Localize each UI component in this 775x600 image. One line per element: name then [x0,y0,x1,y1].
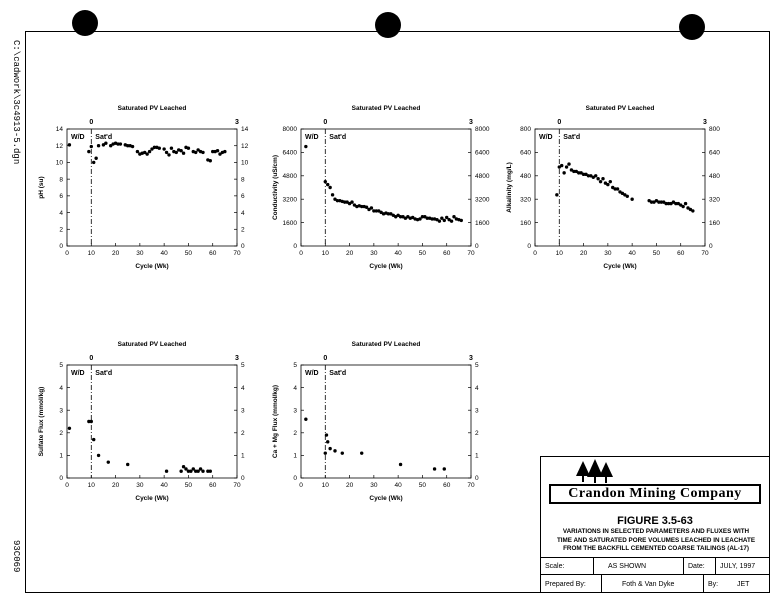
x-tick-label: 0 [533,250,537,257]
scale-date-row [541,557,769,574]
title-block [540,456,770,593]
y-tick-label: 2 [59,226,63,234]
y-tick-label-right: 4 [241,209,245,217]
file-path-label: C:\cadwork\3c4913-5.dgn [11,40,21,165]
data-point [325,433,328,436]
y-axis-label: Sulfate Flux (mmol/kg) [38,386,45,457]
x-tick-label: 20 [579,250,588,257]
y-tick-label-right: 12 [241,142,249,150]
x-tick-label: 40 [160,482,168,489]
data-point [567,162,570,165]
top-tick-label: 3 [469,119,473,126]
data-point [460,219,463,222]
x-tick-label: 60 [443,250,451,257]
x-axis-label: Cycle (Wk) [135,495,169,502]
x-axis-label: Cycle (Wk) [369,495,403,502]
y-tick-label-right: 3 [475,407,479,415]
x-tick-label: 0 [299,482,303,489]
x-tick-label: 20 [111,482,120,489]
y-tick-label-right: 8 [241,176,245,184]
top-tick-label: 0 [323,119,328,126]
data-point [179,470,182,473]
region-label-satd: Sat'd [563,134,581,141]
y-tick-label: 4 [293,384,297,392]
y-tick-label: 14 [55,126,63,134]
x-tick-label: 50 [184,482,193,489]
y-tick-label: 8 [59,176,63,184]
y-tick-label: 160 [520,219,531,227]
y-tick-label-right: 4 [241,384,245,392]
caption-line: VARIATIONS IN SELECTED PARAMETERS AND FLUXES WITH [562,528,750,535]
data-point [119,142,122,145]
x-tick-label: 30 [136,250,144,257]
y-tick-label: 2 [59,430,63,437]
y-tick-label: 4800 [282,173,297,180]
date-value: JULY, 1997 [715,558,769,574]
chart-title: Saturated PV Leached [585,105,655,112]
data-point [201,151,204,154]
top-tick-label: 3 [469,355,473,362]
data-point [68,143,71,146]
y-tick-label-right: 0 [475,475,479,483]
by-value: JET [737,580,750,588]
data-point [158,147,161,150]
y-tick-label-right: 8000 [475,126,490,134]
region-label-satd: Sat'd [95,134,113,141]
data-point [68,427,71,430]
x-tick-label: 20 [111,250,120,257]
plot-frame [301,129,471,246]
data-point [326,440,329,443]
y-tick-label: 640 [520,149,531,157]
y-tick-label-right: 5 [241,362,245,370]
x-tick-label: 60 [677,250,685,257]
data-point [94,157,97,160]
x-tick-label: 40 [394,482,402,489]
top-tick-label: 3 [235,119,239,126]
y-tick-label-right: 320 [709,196,720,204]
x-tick-label: 30 [136,482,144,489]
y-axis-label: Alkalinity (mg/L) [506,162,513,213]
data-point [399,463,402,466]
data-point [148,150,151,153]
data-point [599,180,602,183]
x-axis-label: Cycle (Wk) [603,263,637,270]
data-point [433,467,436,470]
data-point [187,147,190,150]
y-tick-label: 0 [293,475,297,483]
y-tick-label: 800 [520,126,531,134]
chart-title: Saturated PV Leached [351,105,421,112]
y-tick-label-right: 10 [241,159,249,167]
y-tick-label-right: 0 [475,243,479,251]
data-point [630,198,633,201]
y-tick-label-right: 800 [709,126,720,134]
tree-logo [574,459,614,485]
y-tick-label-right: 2 [241,430,245,437]
drawing-code-label: 93C069 [11,540,21,573]
data-point [606,183,609,186]
data-point [90,145,93,148]
y-tick-label-right: 2 [241,226,245,234]
y-tick-label: 1 [293,452,297,460]
y-tick-label-right: 6400 [475,149,490,157]
data-point [328,186,331,189]
data-point [131,145,134,148]
data-point [326,183,329,186]
data-point [684,202,687,205]
x-tick-label: 30 [604,250,612,257]
top-tick-label: 0 [557,119,562,126]
y-tick-label-right: 640 [709,149,720,157]
x-tick-label: 10 [321,482,329,489]
data-point [609,180,612,183]
data-point [170,147,173,150]
region-label-wd: W/D [71,134,85,141]
x-tick-label: 70 [467,250,475,257]
x-tick-label: 20 [345,250,354,257]
data-point [92,161,95,164]
plot-frame [301,365,471,478]
data-point [596,177,599,180]
y-tick-label-right: 2 [475,430,479,437]
x-tick-label: 0 [65,250,69,257]
y-tick-label: 3 [59,407,63,415]
x-tick-label: 10 [87,482,95,489]
region-label-wd: W/D [305,370,319,377]
data-point [450,219,453,222]
y-tick-label-right: 6 [241,193,245,201]
top-tick-label: 3 [235,355,239,362]
x-tick-label: 50 [184,250,193,257]
y-tick-label: 5 [59,362,63,370]
y-axis-label: Ca + Mg Flux (mmol/kg) [272,384,279,459]
company-name: Crandon Mining Company [549,484,761,504]
x-tick-label: 0 [299,250,303,257]
region-label-wd: W/D [539,134,553,141]
date-label: Date: [683,558,715,574]
y-tick-label-right: 3200 [475,196,490,204]
x-tick-label: 60 [443,482,451,489]
x-tick-label: 30 [370,250,378,257]
scale-value: AS SHOWN [593,558,683,574]
data-point [136,150,139,153]
chart-title: Saturated PV Leached [117,341,187,348]
data-point [182,152,185,155]
y-tick-label: 4 [59,209,63,217]
data-point [565,165,568,168]
data-point [594,174,597,177]
y-tick-label-right: 1 [475,452,479,460]
y-tick-label: 2 [293,430,297,437]
x-tick-label: 10 [321,250,329,257]
figure-caption [545,528,767,554]
chart-title: Saturated PV Leached [117,105,187,112]
data-point [216,149,219,152]
y-tick-label: 12 [55,142,63,150]
data-point [324,180,327,183]
y-tick-label: 0 [59,475,63,483]
y-tick-label: 4 [59,384,63,392]
data-point [90,420,93,423]
data-point [209,470,212,473]
x-tick-label: 60 [209,482,217,489]
data-point [626,195,629,198]
data-point [126,463,129,466]
data-point [104,142,107,145]
y-tick-label: 1600 [282,219,297,227]
x-axis-label: Cycle (Wk) [135,263,169,270]
y-tick-label-right: 0 [709,243,713,251]
top-tick-label: 0 [323,355,328,362]
y-tick-label: 1 [59,452,63,460]
x-tick-label: 50 [418,482,427,489]
region-label-satd: Sat'd [95,370,113,377]
y-tick-label: 480 [520,173,531,180]
data-point [179,149,182,152]
data-point [331,193,334,196]
x-tick-label: 50 [652,250,661,257]
y-tick-label: 6 [59,193,63,201]
y-tick-label-right: 3 [241,407,245,415]
data-point [324,451,327,454]
tree-logo-graphic [574,459,614,485]
prepared-label: Prepared By: [545,580,586,588]
region-label-satd: Sat'd [329,370,347,377]
top-tick-label: 3 [703,119,707,126]
y-tick-label: 10 [55,159,63,167]
data-point [443,219,446,222]
data-point [201,470,204,473]
data-point [194,151,197,154]
y-tick-label: 6400 [282,149,297,157]
y-tick-label: 0 [293,243,297,251]
data-point [691,209,694,212]
data-point [175,151,178,154]
data-point [350,200,353,203]
data-point [304,418,307,421]
data-point [304,145,307,148]
x-tick-label: 70 [701,250,709,257]
region-label-wd: W/D [305,134,319,141]
x-tick-label: 30 [370,482,378,489]
data-point [165,470,168,473]
data-point [601,177,604,180]
y-tick-label-right: 5 [475,362,479,370]
scale-label: Scale: [545,562,565,570]
y-tick-label-right: 4800 [475,173,490,180]
x-tick-label: 40 [394,250,402,257]
y-tick-label-right: 0 [241,243,245,251]
x-tick-label: 60 [209,250,217,257]
y-tick-label-right: 1600 [475,219,490,227]
data-point [97,454,100,457]
caption-line: FROM THE BACKFILL CEMENTED COARSE TAILINGS (AL-17) [563,545,749,552]
data-point [562,171,565,174]
data-point [97,144,100,147]
data-point [616,187,619,190]
y-tick-label-right: 160 [709,219,720,227]
y-tick-label: 0 [527,243,531,251]
data-point [370,206,373,209]
data-point [443,467,446,470]
data-point [145,152,148,155]
y-tick-label: 5 [293,362,297,370]
x-tick-label: 50 [418,250,427,257]
data-point [328,447,331,450]
x-tick-label: 70 [467,482,475,489]
x-tick-label: 40 [160,250,168,257]
region-label-wd: W/D [71,370,85,377]
y-tick-label: 8000 [282,126,297,134]
y-tick-label: 3 [293,407,297,415]
data-point [92,438,95,441]
y-axis-label: Conductivity (uS/cm) [272,154,279,221]
chart-title: Saturated PV Leached [351,341,421,348]
data-point [223,150,226,153]
data-point [107,460,110,463]
plot-frame [535,129,705,246]
y-tick-label-right: 0 [241,475,245,483]
x-tick-label: 70 [233,482,241,489]
data-point [165,151,168,154]
y-tick-label: 0 [59,243,63,251]
y-tick-label-right: 14 [241,126,249,134]
x-tick-label: 40 [628,250,636,257]
top-tick-label: 0 [89,119,94,126]
x-axis-label: Cycle (Wk) [369,263,403,270]
prepared-row [541,574,769,593]
y-tick-label: 3200 [282,196,297,204]
figure-number: FIGURE 3.5-63 [617,515,693,527]
y-tick-label-right: 1 [241,452,245,460]
x-tick-label: 70 [233,250,241,257]
x-tick-label: 20 [345,482,354,489]
region-label-satd: Sat'd [329,134,347,141]
x-tick-label: 10 [87,250,95,257]
by-label: By: [703,575,733,593]
data-point [167,153,170,156]
y-tick-label-right: 4 [475,384,479,392]
data-point [209,159,212,162]
data-point [341,451,344,454]
y-axis-label: pH (su) [38,176,45,199]
data-point [162,147,165,150]
data-point [333,449,336,452]
data-point [360,451,363,454]
x-tick-label: 0 [65,482,69,489]
data-point [555,193,558,196]
top-tick-label: 0 [89,355,94,362]
x-tick-label: 10 [555,250,563,257]
data-point [87,150,90,153]
caption-line: TIME AND SATURATED PORE VOLUMES LEACHED IN LEACHATE [556,536,756,544]
prepared-value: Foth & Van Dyke [601,575,703,593]
y-tick-label: 320 [520,196,531,204]
data-point [681,205,684,208]
y-tick-label-right: 480 [709,173,720,180]
data-point [438,219,441,222]
data-point [560,164,563,167]
